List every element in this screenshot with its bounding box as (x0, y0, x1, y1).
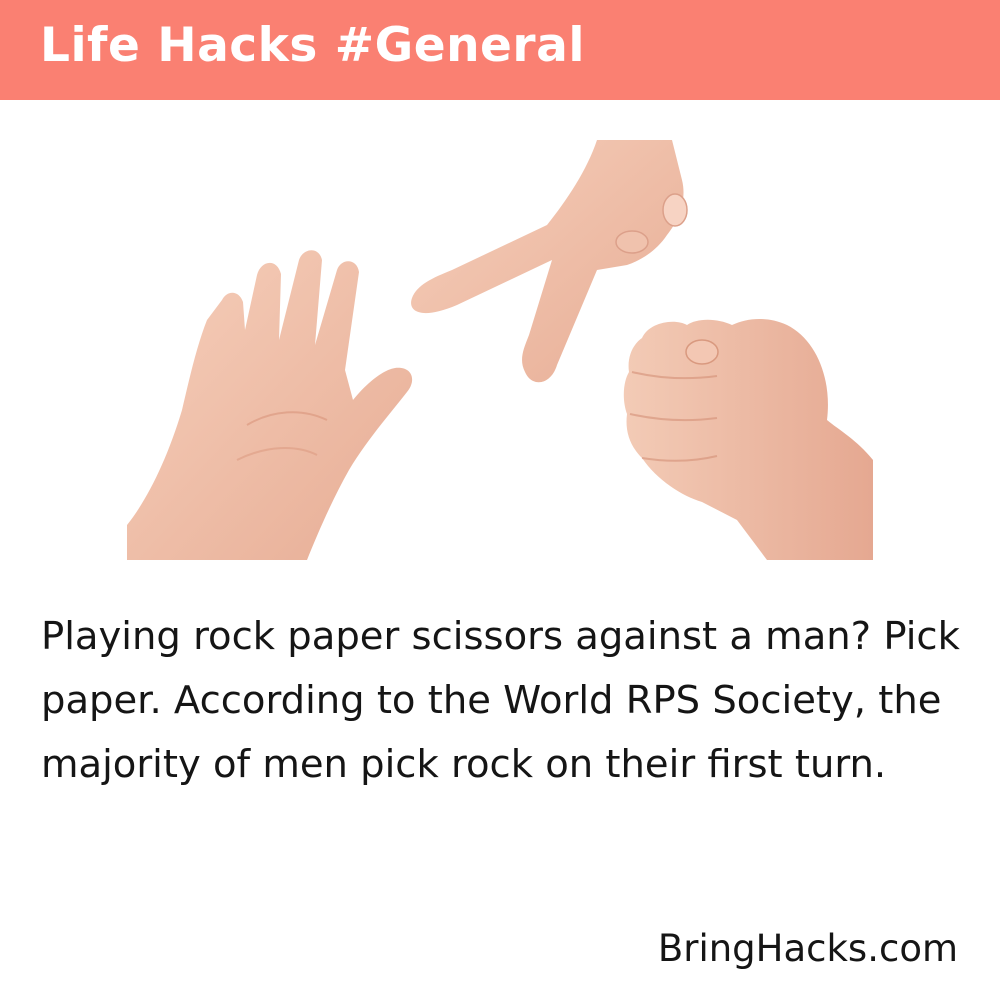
rock-paper-scissors-photo (127, 140, 873, 560)
paper-hand-icon (127, 250, 412, 560)
page-title: Life Hacks #General (40, 18, 585, 73)
rock-hand-icon (624, 319, 873, 560)
site-brand: BringHacks.com (657, 927, 958, 970)
hack-description: Playing rock paper scissors against a man? Pick paper. According to the World RPS Society, the majority of men pick rock on their first turn. (41, 614, 960, 787)
header-banner (0, 0, 1000, 100)
